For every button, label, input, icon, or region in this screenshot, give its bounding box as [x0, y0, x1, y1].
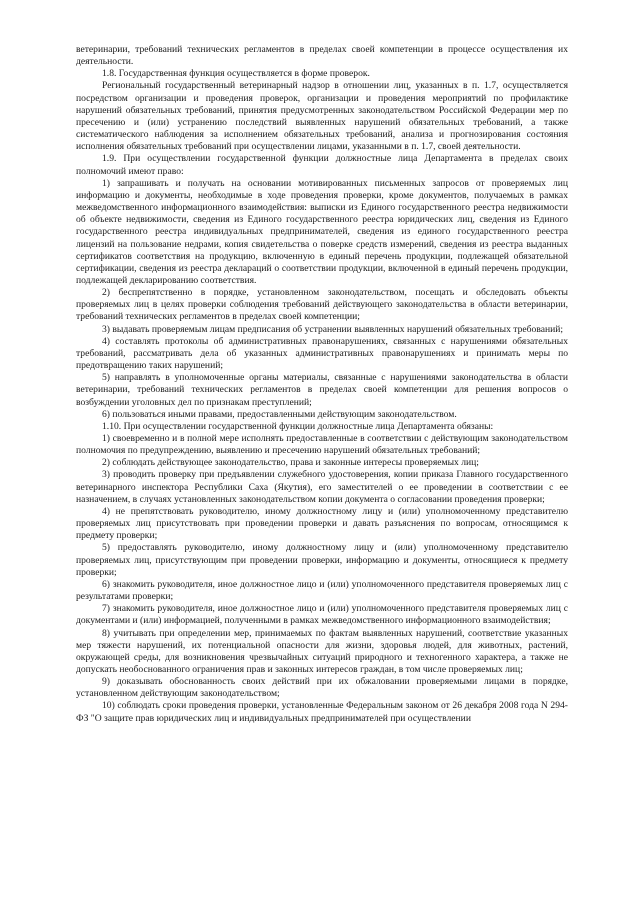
- document-paragraph: 4) не препятствовать руководителю, иному должностному лицу и (или) уполномоченному представителю проверяемых лиц присутствовать при проведении проверки и давать разъяснения по вопросам, относящимся к предмету проверки;: [76, 505, 568, 542]
- document-paragraph: 3) проводить проверку при предъявлении служебного удостоверения, копии приказа Главного государственного ветеринарного инспектора Республики Саха (Якутия), его заместителей о ее проведении в соответствии с ее назначением, в случаях установленных законодательством копии документа о согласовании проведения проверки;: [76, 469, 568, 505]
- document-page: [76, 44, 568, 725]
- document-paragraph: 7) знакомить руководителя, иное должностное лицо и (или) уполномоченного представителя проверяемых лиц с документами и (или) информацией, полученными в рамках межведомственного информационного взаимодействия;: [76, 603, 568, 627]
- document-paragraph: 1) своевременно и в полной мере исполнять предоставленные в соответствии с действующим законодательством полномочия по предупреждению, выявлению и пресечению нарушений обязательных требований;: [76, 433, 568, 457]
- document-paragraph: 1.8. Государственная функция осуществляется в форме проверок.: [102, 68, 370, 80]
- document-paragraph: ветеринарии, требований технических регламентов в пределах своей компетенции в процессе осуществления их деятельности.: [76, 44, 568, 68]
- document-paragraph: 2) беспрепятственно в порядке, установленном законодательством, посещать и обследовать объекты проверяемых лиц в целях проверки соблюдения требований действующего законодательства в области ветеринарии, требований технических регламентов в пределах своей компетенции;: [76, 287, 568, 323]
- document-paragraph: 10) соблюдать сроки проведения проверки, установленные Федеральным законом от 26 декабря 2008 года N 294-ФЗ "О защите прав юридических лиц и индивидуальных предпринимателей при осуществлении: [76, 700, 568, 724]
- document-paragraph: 8) учитывать при определении мер, принимаемых по фактам выявленных нарушений, соответствие указанных мер тяжести нарушений, их потенциальной опасности для жизни, здоровья людей, для животных, растений, окружающей среды, для возникновения чрезвычайных ситуаций природного и техногенного характера, а также не допускать необоснованного ограничения прав и законных интересов граждан, в том числе проверяемых лиц;: [76, 627, 568, 675]
- document-paragraph: 2) соблюдать действующее законодательство, права и законные интересы проверяемых лиц;: [102, 457, 479, 469]
- document-paragraph: Региональный государственный ветеринарный надзор в отношении лиц, указанных в п. 1.7, осуществляется посредством организации и проведения проверок, организации и проведения мероприятий по профилактике нарушений обязательных требований, принятия предусмотренных законодательством Российской Федерации мер по пресечению и (или) устранению последствий выявленных нарушений обязательных требований, а также систематического наблюдения за исполнением обязательных требований, анализа и прогнозирования состояния исполнения обязательных требований при осуществлении лицами, указанными в п. 1.7, своей деятельности.: [76, 80, 568, 153]
- document-paragraph: 3) выдавать проверяемым лицам предписания об устранении выявленных нарушений обязательных требований;: [102, 323, 564, 335]
- document-paragraph: 9) доказывать обоснованность своих действий при их обжаловании проверяемыми лицами в порядке, установленном действующим законодательством;: [76, 676, 568, 700]
- document-paragraph: 1.10. При осуществлении государственной функции должностные лица Департамента обязаны:: [102, 420, 494, 432]
- document-paragraph: 1) запрашивать и получать на основании мотивированных письменных запросов от проверяемых лиц информацию и документы, необходимые в ходе проведения проверки, кроме документов, получаемых в рамках межведомственного информационного взаимодействия: выписки из Единого государственного реестра недвижимости об объекте недвижимости, сведения из Единого государственного реестра юридических лиц, сведения из Единого государственного реестра индивидуальных предпринимателей, сведения из единого государственного реестра лицензий на пользование недрами, копия свидетельства о поверке средств измерений, сведения из реестра выданных сертификатов соответствия на продукцию, включенную в единый перечень продукции, подлежащей обязательной сертификации, сведения из реестра деклараций о соответствии продукции, включенной в единый перечень продукции, подлежащей декларированию соответствия.: [76, 177, 568, 286]
- document-paragraph: 4) составлять протоколы об административных правонарушениях, связанных с нарушениями обязательных требований, рассматривать дела об указанных административных правонарушениях и принимать меры по предотвращению таких нарушений;: [76, 335, 568, 372]
- document-paragraph: 6) знакомить руководителя, иное должностное лицо и (или) уполномоченного представителя проверяемых лиц с результатами проверки;: [76, 578, 568, 603]
- document-paragraph: 6) пользоваться иными правами, предоставленными действующим законодательством.: [102, 408, 457, 420]
- document-paragraph: 1.9. При осуществлении государственной функции должностные лица Департамента в пределах своих полномочий имеют право:: [76, 153, 568, 177]
- document-paragraph: 5) предоставлять руководителю, иному должностному лицу и (или) уполномоченному представителю проверяемых лиц, присутствующим при проведении проверки, информацию и документы, относящиеся к предмету проверки;: [76, 542, 568, 578]
- document-paragraph: 5) направлять в уполномоченные органы материалы, связанные с нарушениями законодательства в области ветеринарии, требований технических регламентов в пределах своей компетенции для решения вопросов о возбуждении уголовных дел по признакам преступлений;: [76, 372, 568, 408]
